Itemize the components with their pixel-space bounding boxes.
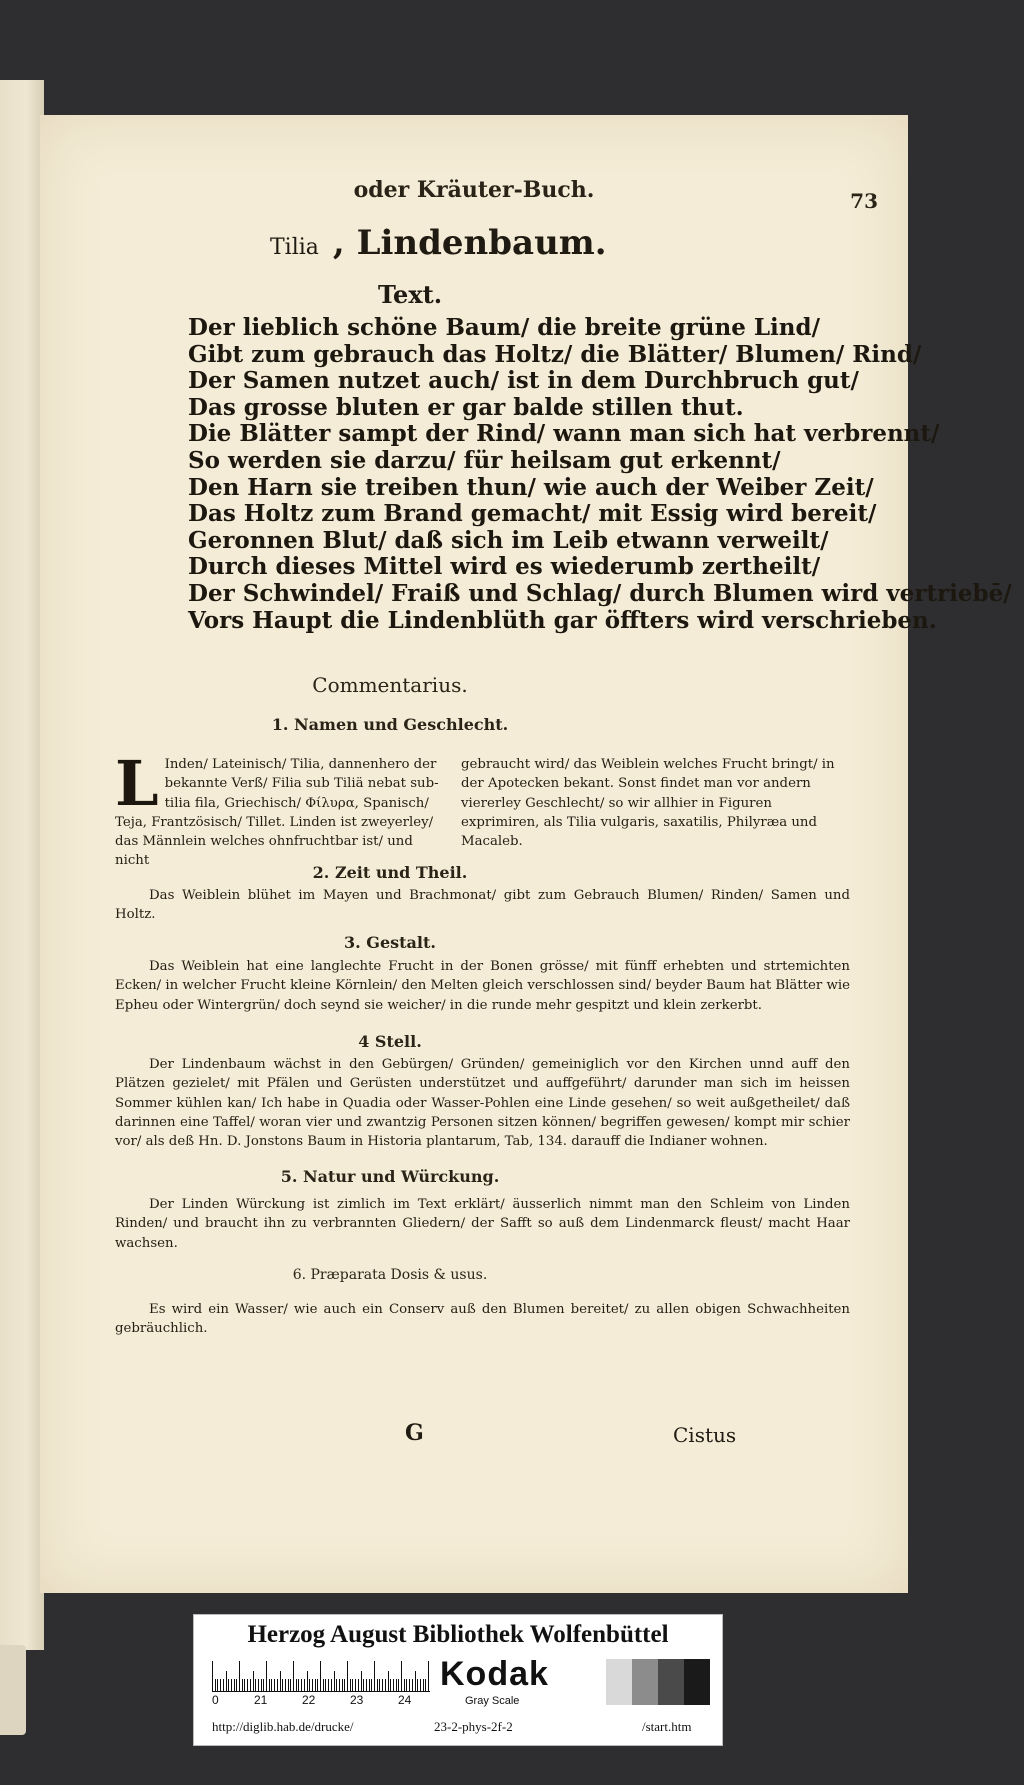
ruler-tick (377, 1679, 378, 1691)
ruler-tick (382, 1679, 383, 1691)
ruler-tick (325, 1679, 326, 1691)
verse-line: Gibt zum gebrauch das Holtz/ die Blätter/ Blumen/ Rind/ (188, 340, 922, 368)
ruler-tick (258, 1679, 259, 1691)
ruler-tick (355, 1679, 356, 1691)
ruler-tick (307, 1671, 308, 1691)
ruler-tick (388, 1671, 389, 1691)
url-base: http://diglib.hab.de/drucke/ (212, 1719, 354, 1734)
ruler-tick (271, 1679, 272, 1691)
section-heading-time: 2. Zeit und Theil. (312, 863, 468, 882)
signature-mark: G (405, 1420, 424, 1446)
ruler-tick (369, 1679, 370, 1691)
section-heading-shape: 3. Gestalt. (344, 933, 436, 952)
verse-line: Das grosse bluten er gar balde stillen thut. (188, 393, 744, 421)
verse-line: Der lieblich schöne Baum/ die breite grüne Lind/ (188, 314, 820, 341)
verse-line: Geronnen Blut/ daß sich im Leib etwann verweilt/ (188, 526, 829, 554)
ruler-tick (366, 1679, 367, 1691)
section-heading-nature: 5. Natur und Würckung. (280, 1167, 500, 1186)
names-left-column (115, 747, 449, 871)
ruler-tick (350, 1679, 351, 1691)
ruler-tick (285, 1679, 286, 1691)
ruler-tick (358, 1679, 359, 1691)
ruler-tick (371, 1679, 372, 1691)
facing-page-edge (0, 80, 44, 1650)
ruler-tick (347, 1661, 348, 1691)
section-shape-body: Das Weiblein hat eine langlechte Frucht in der Bonen grösse/ mit fünff erhebten und strtemichten Ecken/ in welcher Frucht kleine Körnlein/ den Melten gleich verschlossen sind/ beyder Baum hat Blätter wie Epheu oder Wintergrün/ doch seynd sie weicher/ in die runde mehr gespitzt und klein zerkerbt. (115, 959, 850, 1013)
scale-ruler (212, 1655, 430, 1692)
ruler-tick (288, 1679, 289, 1691)
verse-line: Der Schwindel/ Fraiß und Schlag/ durch Blumen wird vertriebē/ (188, 579, 1012, 607)
section-names-body (115, 747, 850, 869)
ruler-tick (398, 1679, 399, 1691)
title-latin: Tilia (270, 235, 319, 260)
ruler-tick (363, 1679, 364, 1691)
ruler-tick (304, 1679, 305, 1691)
ruler-tick (336, 1679, 337, 1691)
text-heading: Text. (377, 280, 443, 309)
catchword: Cistus (673, 1423, 737, 1447)
ruler-tick (412, 1679, 413, 1691)
ruler-tick (244, 1679, 245, 1691)
grayscale-label: Gray Scale (465, 1695, 520, 1707)
verse-line: Durch dieses Mittel wird es wiederumb zertheilt/ (188, 553, 821, 581)
verse-line: Vors Haupt die Lindenblüth gar öffters wird verschrieben. (188, 606, 937, 634)
ruler-tick (344, 1679, 345, 1691)
ruler-tick (239, 1661, 240, 1691)
gray-swatch-black (684, 1659, 710, 1705)
ruler-tick (269, 1679, 270, 1691)
url-end: /start.htm (642, 1719, 692, 1734)
ruler-tick (223, 1679, 224, 1691)
ruler-tick (390, 1679, 391, 1691)
ruler-tick (334, 1671, 335, 1691)
verse-line: Die Blätter sampt der Rind/ wann man sich hat verbrennt/ (188, 420, 940, 448)
gray-swatch-light (606, 1659, 632, 1705)
gray-swatch-mid (632, 1659, 658, 1705)
ruler-numbers (212, 1693, 430, 1709)
ruler-tick (404, 1679, 405, 1691)
ruler-tick (212, 1661, 213, 1691)
ruler-tick (220, 1679, 221, 1691)
section-heading-names: 1. Namen und Geschlecht. (271, 715, 509, 734)
shelfmark: 23-2-phys-2f-2 (434, 1719, 513, 1734)
ruler-tick (250, 1679, 251, 1691)
gray-swatch-dark (658, 1659, 684, 1705)
ruler-tick (253, 1671, 254, 1691)
ruler-tick (428, 1661, 429, 1691)
ruler-tick (331, 1679, 332, 1691)
drop-capital: L (115, 747, 159, 820)
ruler-tick (298, 1679, 299, 1691)
ruler-tick (317, 1679, 318, 1691)
library-calibration-strip (193, 1614, 723, 1746)
ruler-tick (226, 1671, 227, 1691)
ruler-tick (401, 1661, 402, 1691)
page-title (270, 223, 607, 263)
ruler-tick (277, 1679, 278, 1691)
section-time-body: Das Weiblein blühet im Mayen und Brachmonat/ gibt zum Gebrauch Blumen/ Rinden/ Samen und Holtz. (115, 888, 850, 923)
ruler-tick (309, 1679, 310, 1691)
ruler-tick (409, 1679, 410, 1691)
section-heading-preparations: 6. Præparata Dosis & usus. (292, 1267, 488, 1283)
section-heading-place: 4 Stell. (358, 1032, 422, 1051)
ruler-tick (261, 1679, 262, 1691)
ruler-number: 23 (350, 1693, 364, 1707)
ruler-tick (236, 1679, 237, 1691)
ruler-tick (374, 1661, 375, 1691)
verse-line: So werden sie darzu/ für heilsam gut erkennt/ (188, 446, 781, 474)
ruler-tick (296, 1679, 297, 1691)
ruler-tick (228, 1679, 229, 1691)
section-preparations-body: Es wird ein Wasser/ wie auch ein Conserv auß den Blumen bereitet/ zu allen obigen Schwachheiten gebräuchlich. (115, 1302, 850, 1337)
ruler-tick (323, 1679, 324, 1691)
section-nature-body: Der Linden Würckung ist zimlich im Text erklärt/ äusserlich nimmt man den Schleim von Linden Rinden/ und braucht ihn zu verbrannten Gliedern/ der Safft so auß dem Lindenmarck fleust/ macht Haar wachsen. (115, 1197, 850, 1251)
ruler-tick (385, 1679, 386, 1691)
ruler-tick (290, 1679, 291, 1691)
ruler-tick (234, 1679, 235, 1691)
ruler-tick (282, 1679, 283, 1691)
ruler-tick (255, 1679, 256, 1691)
ruler-tick (312, 1679, 313, 1691)
commentary-title: Commentarius. (312, 673, 468, 697)
verse-line: Der Samen nutzet auch/ ist in dem Durchbruch gut/ (188, 367, 859, 395)
ruler-tick (423, 1679, 424, 1691)
running-head: oder Kräuter-Buch. (353, 177, 595, 203)
ruler-tick (301, 1679, 302, 1691)
title-german: Lindenbaum. (356, 223, 607, 263)
ruler-number: 22 (302, 1693, 316, 1707)
verse-block (188, 314, 1012, 634)
names-right-column: gebraucht wird/ das Weiblein welches Frucht bringt/ in der Apotecken bekant. Sonst findet man vor andern viererley Geschlecht/ so wir allhier in Figuren exprimiren, als Tilia vulgaris, saxatilis, Philyræa und Macaleb. (461, 757, 835, 850)
url-row (194, 1719, 722, 1739)
ruler-tick (393, 1679, 394, 1691)
ruler-tick (417, 1679, 418, 1691)
ruler-tick (320, 1661, 321, 1691)
verse-line: Den Harn sie treiben thun/ wie auch der Weiber Zeit/ (188, 473, 874, 501)
page-number: 73 (850, 189, 878, 213)
ruler-tick (342, 1679, 343, 1691)
kodak-logo: Kodak (440, 1655, 549, 1693)
ruler-tick (406, 1679, 407, 1691)
ruler-tick (293, 1661, 294, 1691)
ruler-tick (215, 1679, 216, 1691)
ruler-tick (339, 1679, 340, 1691)
ruler-tick (396, 1679, 397, 1691)
ruler-number: 24 (398, 1693, 412, 1707)
names-left-text: Inden/ Lateinisch/ Tilia, dannenhero der bekannte Verß/ Filia sub Tiliä nebat sub-tilia fila, Griechisch/ Φίλυρα, Spanisch/ Teja, Frantzösisch/ Tillet. Linden ist zweyerley/ das Männlein welches ohnfruchtbar ist/ und nicht (115, 757, 439, 869)
ruler-tick (415, 1671, 416, 1691)
ruler-tick (217, 1679, 218, 1691)
ruler-tick (420, 1679, 421, 1691)
ruler-tick (263, 1679, 264, 1691)
ruler-tick (352, 1679, 353, 1691)
section-place-body: Der Lindenbaum wächst in den Gebürgen/ Gründen/ gemeiniglich vor den Kirchen unnd auff den Plätzen gezielet/ mit Pfälen und Gerüsten understützet und auffgeführt/ darunder man sich im heissen Sommer kühlen kan/ Ich habe in Quadia oder Wasser-Pohlen eine Linde gesehen/ so weit außgetheilet/ daß darinnen eine Taffel/ woran vier und zwantzig Personen sitzen können/ begriffen gewesen/ kompt mir schier vor/ als deß Hn. D. Jonstons Baum in Historia plantarum, Tab, 134. darauff die Indianer wohnen. (115, 1057, 850, 1150)
library-name: Herzog August Bibliothek Wolfenbüttel (247, 1621, 669, 1648)
verse-line: Das Holtz zum Brand gemacht/ mit Essig wird bereit/ (188, 500, 877, 528)
ruler-tick (280, 1671, 281, 1691)
ruler-tick (266, 1661, 267, 1691)
ruler-tick (328, 1679, 329, 1691)
ruler-tick (231, 1679, 232, 1691)
ruler-number: 0 (212, 1693, 219, 1707)
facing-page-tab (0, 1645, 26, 1735)
title-separator: , (332, 223, 357, 263)
ruler-tick (379, 1679, 380, 1691)
ruler-tick (315, 1679, 316, 1691)
page-content (80, 115, 1012, 1593)
ruler-tick (361, 1671, 362, 1691)
ruler-tick (247, 1679, 248, 1691)
ruler-tick (425, 1679, 426, 1691)
ruler-number: 21 (254, 1693, 268, 1707)
book-page (40, 115, 1012, 1593)
ruler-tick (274, 1679, 275, 1691)
ruler-tick (242, 1679, 243, 1691)
